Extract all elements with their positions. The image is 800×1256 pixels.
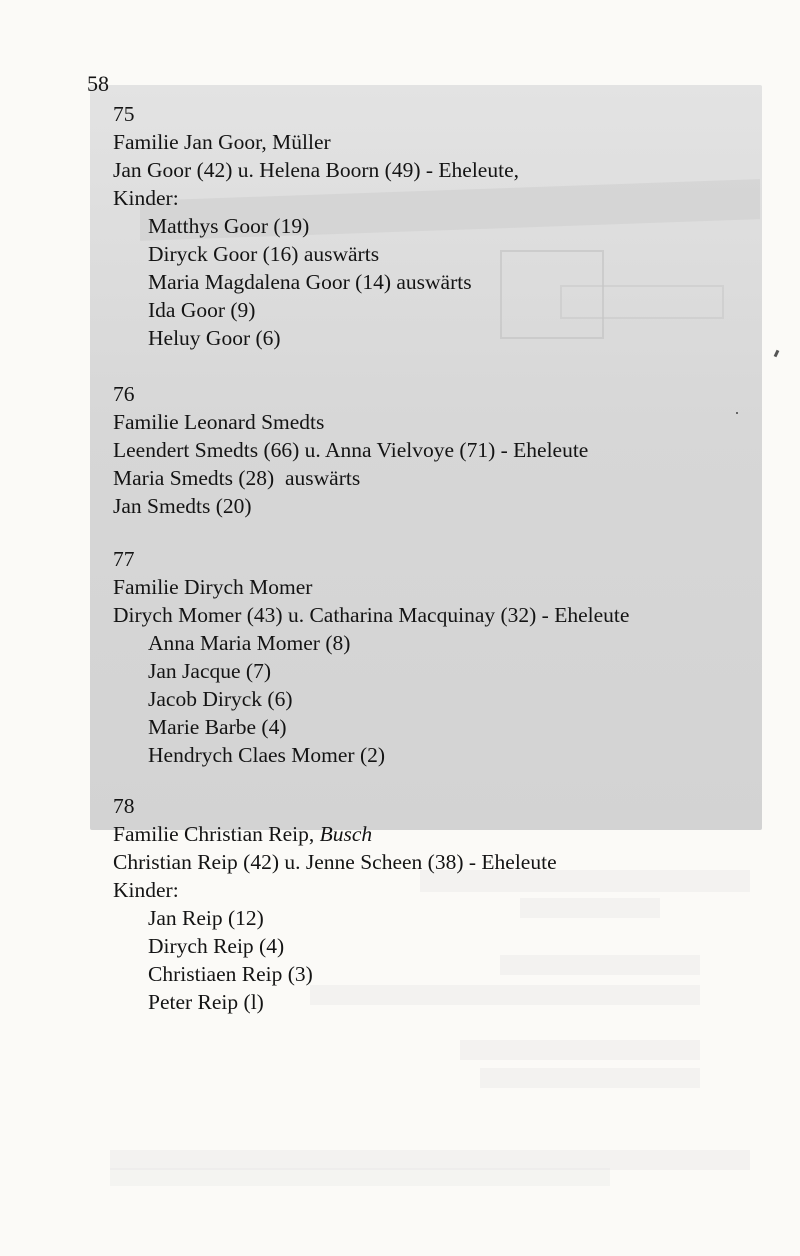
person-line: Leendert Smedts (66) u. Anna Vielvoye (71) - Eheleute bbox=[113, 438, 589, 462]
person-line: Jan Smedts (20) bbox=[113, 494, 252, 518]
family-heading: Familie Leonard Smedts bbox=[113, 410, 325, 434]
child-item: Anna Maria Momer (8) bbox=[148, 631, 351, 655]
child-item: Hendrych Claes Momer (2) bbox=[148, 743, 386, 767]
ink-dot bbox=[736, 412, 738, 414]
child-item: Matthys Goor (19) bbox=[148, 214, 310, 238]
children-label: Kinder: bbox=[113, 878, 179, 902]
person-line: Maria Smedts (28) auswärts bbox=[113, 466, 361, 490]
child-item: Jan Reip (12) bbox=[148, 906, 264, 930]
parents-line: Jan Goor (42) u. Helena Boorn (49) - Eheleute, bbox=[113, 158, 519, 182]
show-through-window bbox=[560, 285, 724, 319]
children-label: Kinder: bbox=[113, 186, 179, 210]
family-heading bbox=[113, 820, 372, 848]
entry-number: 75 bbox=[113, 102, 135, 126]
child-item: Jacob Diryck (6) bbox=[148, 687, 293, 711]
child-item: Dirych Reip (4) bbox=[148, 934, 285, 958]
parents-line: Christian Reip (42) u. Jenne Scheen (38) - Eheleute bbox=[113, 850, 557, 874]
child-item: Peter Reip (l) bbox=[148, 990, 264, 1014]
family-heading: Familie Jan Goor, Müller bbox=[113, 130, 331, 154]
child-item: Ida Goor (9) bbox=[148, 298, 256, 322]
page-number: 58 bbox=[87, 71, 109, 96]
child-item: Jan Jacque (7) bbox=[148, 659, 271, 683]
parents-line: Dirych Momer (43) u. Catharina Macquinay (32) - Eheleute bbox=[113, 603, 630, 627]
family-heading-place: Busch bbox=[319, 822, 373, 846]
family-heading-text: Familie Christian Reip, bbox=[113, 822, 320, 846]
ink-mark bbox=[774, 350, 780, 358]
child-item: Marie Barbe (4) bbox=[148, 715, 287, 739]
child-item: Maria Magdalena Goor (14) auswärts bbox=[148, 270, 472, 294]
child-item: Christiaen Reip (3) bbox=[148, 962, 313, 986]
entry-number: 76 bbox=[113, 382, 135, 406]
entry-number: 78 bbox=[113, 794, 135, 818]
child-item: Diryck Goor (16) auswärts bbox=[148, 242, 380, 266]
child-item: Heluy Goor (6) bbox=[148, 326, 281, 350]
family-heading: Familie Dirych Momer bbox=[113, 575, 313, 599]
entry-number: 77 bbox=[113, 547, 135, 571]
